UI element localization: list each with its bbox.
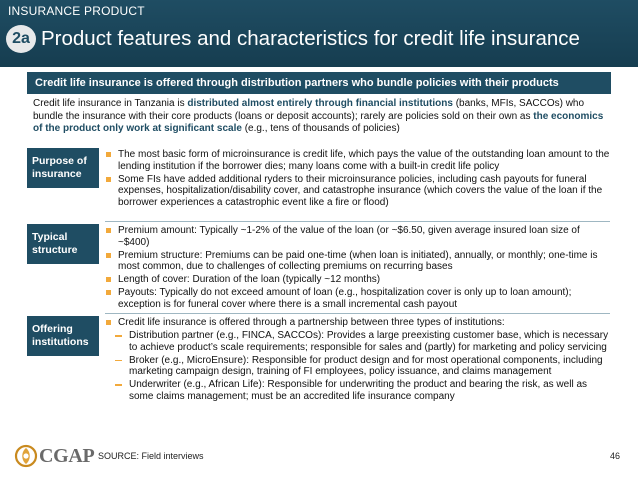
sub-bullet-item: Underwriter (e.g., African Life): Responsible for underwriting the product and bearing the risk, as well as some claims management; must be an accredited life insurance company bbox=[105, 379, 610, 402]
footer bbox=[0, 436, 638, 479]
bullet-item: The most basic form of microinsurance is credit life, which pays the value of the outstanding loan amount to the lending institution if the borrower dies; many loans come with a built-in credit life policy bbox=[105, 149, 610, 172]
logo-emblem-icon bbox=[14, 444, 38, 468]
bullet-item: Some FIs have added additional ryders to their microinsurance policies, including cash payouts for funeral expenses, hospitalization/disability cover, and catastrophe insurance (which covers the value of the loan if the borrower experiences a catastrophic event like a fire or flood) bbox=[105, 174, 610, 209]
section-kicker: INSURANCE PRODUCT bbox=[8, 4, 145, 18]
row-content bbox=[105, 225, 610, 312]
row-divider bbox=[105, 221, 610, 222]
row-content bbox=[105, 317, 610, 404]
row-label: Offering institutions bbox=[27, 316, 99, 356]
content-panel bbox=[27, 72, 611, 434]
page-title: Product features and characteristics for credit life insurance bbox=[41, 27, 580, 50]
row-divider bbox=[105, 313, 610, 314]
row-content bbox=[105, 149, 610, 210]
bullet-item: Premium amount: Typically ~1-2% of the value of the loan (or ~$6.50, given average insured loan size of ~$400) bbox=[105, 225, 610, 248]
cgap-logo bbox=[14, 444, 94, 468]
bullet-item: Credit life insurance is offered through a partnership between three types of institutions: bbox=[105, 317, 610, 329]
bullet-item: Premium structure: Premiums can be paid one-time (when loan is initiated), annually, or monthly; one-time is most common, due to challenges of collecting premiums on recurring bases bbox=[105, 250, 610, 273]
row-label: Typical structure bbox=[27, 224, 99, 264]
title-row bbox=[6, 24, 580, 54]
intro-text: (banks, MFIs, SACCOs) who bundle the insurance with their core products (loans or deposit accounts); rarely are policies sold on their own as bbox=[33, 98, 585, 122]
header-bar bbox=[0, 0, 638, 67]
logo-text: CGAP bbox=[39, 444, 95, 467]
intro-text: Credit life insurance in Tanzania is bbox=[33, 98, 188, 109]
row-purpose bbox=[27, 148, 611, 220]
sub-bullet-item: Distribution partner (e.g., FINCA, SACCOs): Provides a large preexisting customer base, which is necessary to achieve product’s scale requirements; responsible for sales and (partly) for marketing and policy servicing bbox=[105, 330, 610, 353]
intro-text: (e.g., tens of thousands of policies) bbox=[241, 123, 400, 134]
row-label: Purpose of insurance bbox=[27, 148, 99, 188]
sub-bullet-item: Broker (e.g., MicroEnsure): Responsible for product design and for most operational components, including marketing campaign design, training of FI employees, policy issuance, and claims management bbox=[105, 355, 610, 378]
row-offering bbox=[27, 316, 611, 432]
source-note: SOURCE: Field interviews bbox=[98, 451, 204, 461]
bullet-item: Length of cover: Duration of the loan (typically ~12 months) bbox=[105, 274, 610, 286]
bullet-item: Payouts: Typically do not exceed amount of loan (e.g., hospitalization cover is only up to loan amount); exception is for funeral cover where there is a small incremental cash payout bbox=[105, 287, 610, 310]
section-badge: 2a bbox=[6, 25, 36, 53]
intro-paragraph bbox=[27, 98, 611, 136]
summary-banner: Credit life insurance is offered through distribution partners who bundle policies with their products bbox=[27, 72, 611, 94]
intro-highlight: distributed almost entirely through financial institutions bbox=[187, 98, 453, 109]
row-structure bbox=[27, 224, 611, 312]
intro-highlight: the economics of the product only work at significant scale bbox=[33, 110, 604, 134]
page-number: 46 bbox=[609, 451, 620, 461]
